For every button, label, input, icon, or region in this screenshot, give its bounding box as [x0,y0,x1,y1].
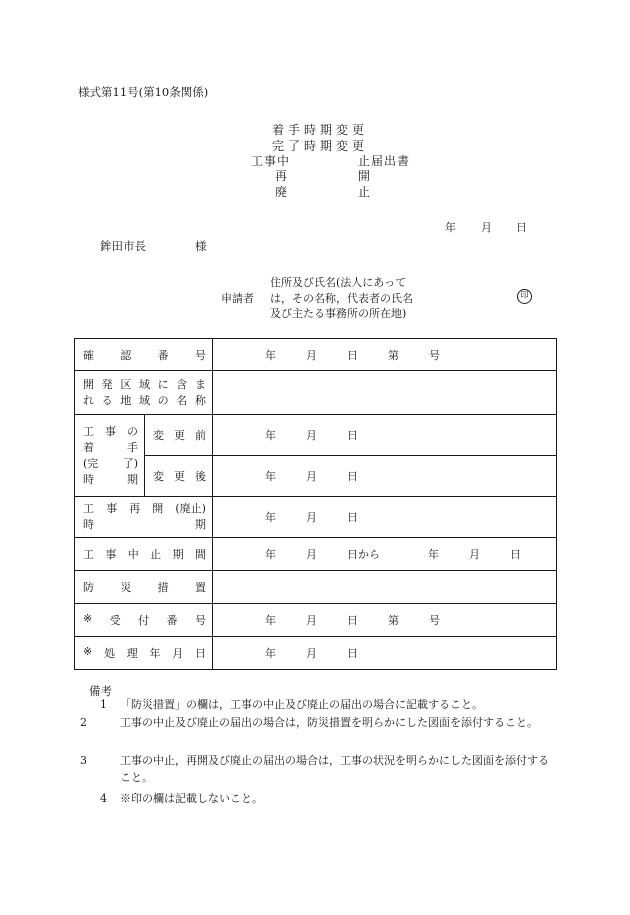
row-disaster-prevention [75,571,557,604]
row-receipt-number [75,604,557,637]
addressee-name: 鉾田市長 [100,239,146,253]
suspension-period-label: 工 事 中 止 期 間 [75,538,213,571]
application-form-table [74,338,557,670]
row-timing-before [75,415,557,456]
receipt-number-label: ※ 受 付 番 号 [75,604,213,637]
title-line-3-left: 工事中 [251,154,291,168]
development-area-label: 開 発 区 域 に 含 ま れ る 地 域 の 名 称 [75,371,213,415]
processing-date-label: ※ 処 理 年 月 日 [75,637,213,670]
title-line-4-right: 開 [358,169,375,183]
date-month: 月 [481,221,492,234]
remark-item-4: 4 ※印の欄は記載しないこと。 [100,792,263,805]
development-area-value[interactable] [213,371,557,415]
applicant-line-2: は，その名称，代表者の氏名 [270,292,413,305]
confirmation-number-label-text: 確 認 番 号 [83,348,206,362]
row-suspension-period [75,538,557,571]
seal-mark: 印 [517,289,532,304]
applicant-label: 申請者 [221,292,254,305]
disaster-prevention-value[interactable] [213,571,557,604]
processing-date-value: 年 月 日 [213,637,557,670]
row-resume-timing [75,497,557,538]
remark-item-3: 3 工事の中止，再開及び廃止の届出の場合は，工事の状況を明らかにした図面を添付すること。 [80,754,549,784]
title-line-4-left: 再 [275,169,292,183]
confirmation-number-value[interactable]: 年 月 日 第 号 [213,339,557,371]
title-line-2: 完了時期変更 [272,139,369,153]
applicant-line-3: 及び主たる事務所の所在地) [270,307,407,320]
date-day: 日 [516,221,527,234]
row-timing-after [75,456,557,497]
form-number: 様式第11号(第10条関係) [78,85,209,99]
receipt-number-value: 年 月 日 第 号 [213,604,557,637]
addressee-honorific: 様 [195,239,207,253]
title-line-5-left: 廃 [275,185,292,199]
row-processing-date [75,637,557,670]
disaster-prevention-label: 防 災 措 置 [75,571,213,604]
before-change-label: 変 更 前 [145,415,213,456]
remark-item-1: 1 「防災措置」の欄は，工事の中止及び廃止の届出の場合に記載すること。 [100,698,483,711]
remark-item-2: 2 工事の中止及び廃止の届出の場合は，防災措置を明らかにした図面を添付すること。 [80,716,538,729]
date-year: 年 [445,221,456,234]
resume-timing-value[interactable]: 年 月 日 [213,497,557,538]
applicant-line-1: 住所及び氏名(法人にあって [270,276,407,289]
row-development-area [75,371,557,415]
resume-timing-label: 工 事 再 開 (廃止) 時 期 [75,497,213,538]
suspension-period-value[interactable]: 年 月 日から 年 月 日 [213,538,557,571]
after-change-label: 変 更 後 [145,456,213,497]
remarks-title: 備考 [89,684,112,698]
before-change-value[interactable]: 年 月 日 [213,415,557,456]
row-confirmation-number [75,339,557,371]
title-line-1: 着手時期変更 [272,123,369,137]
after-change-value[interactable]: 年 月 日 [213,456,557,497]
construction-timing-label: 工 事 の 着 手 (完 了) 時 期 [75,415,145,497]
title-line-5-right: 止 [358,185,375,199]
title-line-3-right: 止届出書 [358,154,411,168]
confirmation-number-label [75,339,213,371]
